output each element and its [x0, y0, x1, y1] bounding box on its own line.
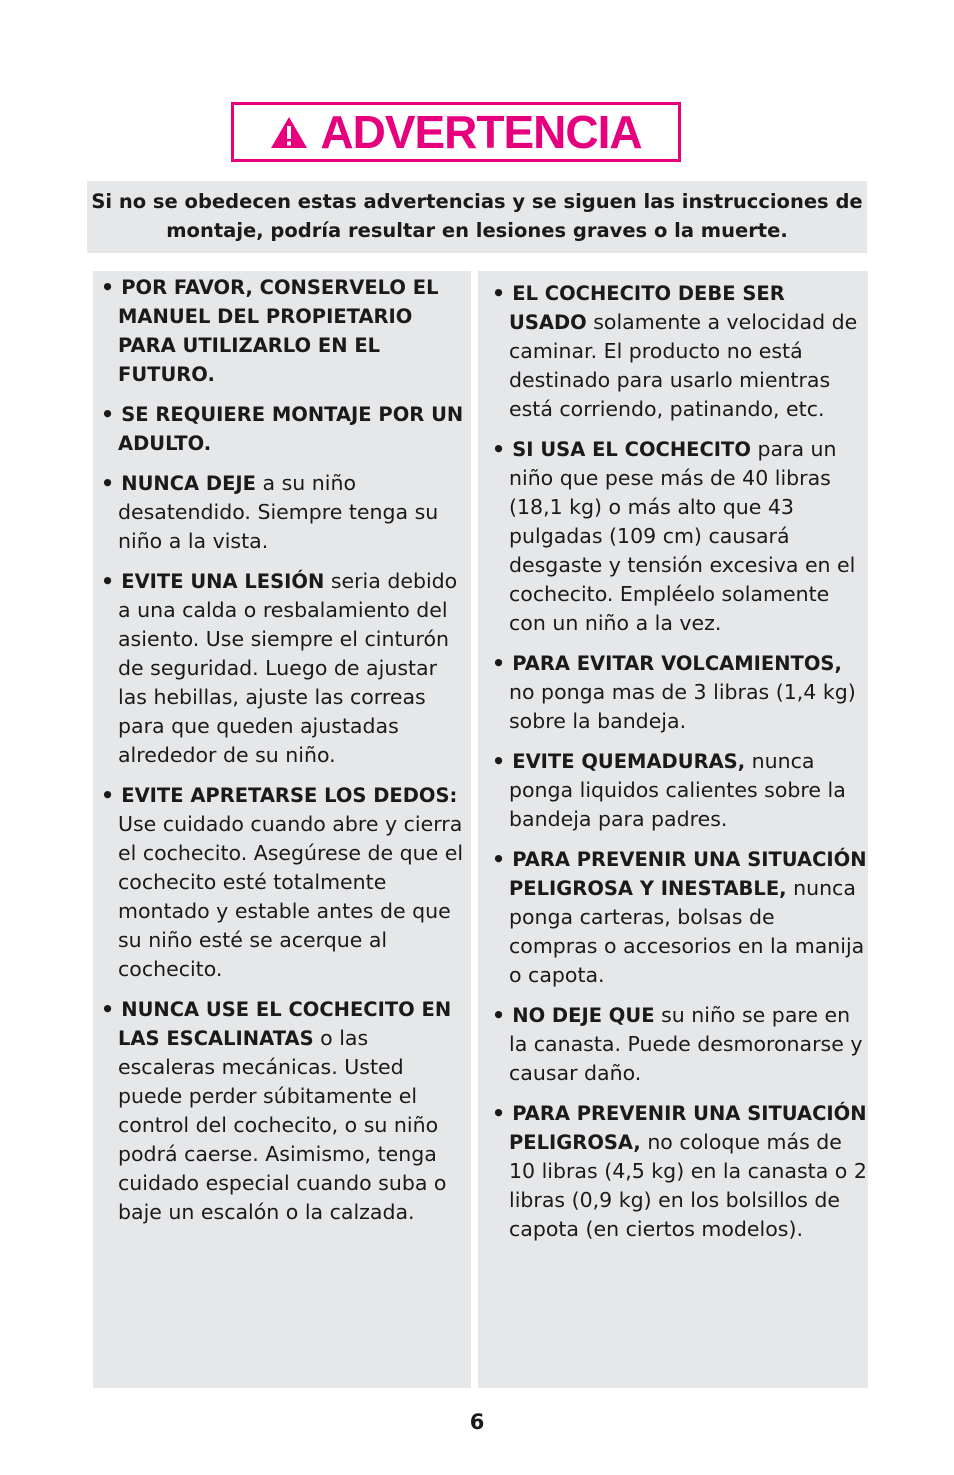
page-number: 6 — [469, 1410, 485, 1434]
list-item: • EL COCHECITO DEBE SER USADO solamente a velocidad de caminar. El producto no está destinado para usarlo mientras está corriendo, patinando, etc. — [492, 281, 858, 421]
item-bold: PARA EVITAR VOLCAMIENTOS, — [512, 652, 842, 675]
list-item: • SI USA EL COCHECITO para un niño que pese más de 40 libras (18,1 kg) o más alto que 43 pulgadas (109 cm) causará desgaste y tensión excesiva en el cochecito. Empléelo solamente con un niño a la vez. — [492, 437, 856, 635]
item-bold: PARA PREVENIR UNA SITUACIÓN PELIGROSA, — [509, 1102, 867, 1154]
intro-statement: Si no se obedecen estas advertencias y se siguen las instrucciones de montaje, podría resultar en lesiones graves o la muerte. — [87, 181, 867, 253]
list-item: • PARA PREVENIR UNA SITUACIÓN PELIGROSA Y INESTABLE, nunca ponga carteras, bolsas de compras o accesorios en la manija o capota. — [492, 847, 867, 987]
item-text: seria debido a una calda o resbalamiento del asiento. Use siempre el cinturón de seguridad. Luego de ajustar las hebillas, ajuste las correas para que queden ajustadas alrededor de su niño. — [118, 569, 458, 767]
item-bold: EVITE UNA LESIÓN — [121, 570, 325, 593]
warning-header — [231, 102, 681, 162]
item-bold: NO DEJE QUE — [512, 1004, 655, 1027]
item-text: su niño se pare en la canasta. Puede desmoronarse y causar daño. — [509, 1003, 863, 1085]
item-bold: EVITE QUEMADURAS, — [512, 750, 746, 773]
item-bold: EL COCHECITO DEBE SER USADO — [509, 282, 785, 334]
warning-title: ADVERTENCIA — [320, 106, 642, 158]
list-item: • EVITE UNA LESIÓN seria debido a una calda o resbalamiento del asiento. Use siempre el cinturón de seguridad. Luego de ajustar las hebillas, ajuste las correas para que queden ajustadas alrededor de su niño. — [101, 569, 458, 767]
right-column — [478, 271, 868, 1388]
item-bold: PARA PREVENIR UNA SITUACIÓN PELIGROSA Y INESTABLE, — [509, 848, 867, 900]
item-bold: POR FAVOR, CONSERVELO EL MANUEL DEL PROPIETARIO PARA UTILIZARLO EN EL FUTURO. — [118, 276, 439, 386]
item-text: nunca ponga carteras, bolsas de compras o accesorios en la manija o capota. — [509, 876, 865, 987]
list-item: • EVITE APRETARSE LOS DEDOS: Use cuidado cuando abre y cierra el cochecito. Asegúrese de que el cochecito esté totalmente montado y estable antes de que su niño esté se acerque al cochecito. — [101, 783, 464, 981]
item-text: nunca ponga liquidos calientes sobre la bandeja para padres. — [509, 749, 846, 831]
list-item: • NO DEJE QUE su niño se pare en la canasta. Puede desmoronarse y causar daño. — [492, 1003, 863, 1085]
item-bold: NUNCA USE EL COCHECITO EN LAS ESCALINATAS — [118, 998, 452, 1050]
list-item: • POR FAVOR, CONSERVELO EL MANUEL DEL PROPIETARIO PARA UTILIZARLO EN EL FUTURO. — [101, 275, 439, 386]
list-item: • PARA EVITAR VOLCAMIENTOS, no ponga mas de 3 libras (1,4 kg) sobre la bandeja. — [492, 651, 856, 733]
list-item: • EVITE QUEMADURAS, nunca ponga liquidos calientes sobre la bandeja para padres. — [492, 749, 846, 831]
item-text: Use cuidado cuando abre y cierra el cochecito. Asegúrese de que el cochecito esté totalmente montado y estable antes de que su niño esté se acerque al cochecito. — [118, 812, 464, 981]
item-bold: NUNCA DEJE — [121, 472, 256, 495]
list-item: • PARA PREVENIR UNA SITUACIÓN PELIGROSA, no coloque más de 10 libras (4,5 kg) en la canasta o 2 libras (0,9 kg) en los bolsillos de capota (en ciertos modelos). — [492, 1101, 867, 1241]
item-text: a su niño desatendido. Siempre tenga su niño a la vista. — [118, 471, 439, 553]
item-text: o las escaleras mecánicas. Usted puede perder súbitamente el control del cochecito, o su niño podrá caerse. Asimismo, tenga cuidado especial cuando suba o baje un escalón o la calzada. — [118, 1026, 447, 1224]
left-column — [93, 271, 471, 1388]
item-bold: SE REQUIERE MONTAJE POR UN ADULTO. — [118, 403, 464, 455]
item-bold: EVITE APRETARSE LOS DEDOS: — [121, 784, 458, 807]
warning-triangle-icon — [270, 116, 308, 149]
list-item: • NUNCA USE EL COCHECITO EN LAS ESCALINATAS o las escaleras mecánicas. Usted puede perder súbitamente el control del cochecito, o su niño podrá caerse. Asimismo, tenga cuidado especial cuando suba o baje un escalón o la calzada. — [101, 997, 452, 1224]
item-text: no coloque más de 10 libras (4,5 kg) en la canasta o 2 libras (0,9 kg) en los bolsillos de capota (en ciertos modelos). — [509, 1130, 867, 1241]
list-item: • NUNCA DEJE a su niño desatendido. Siempre tenga su niño a la vista. — [101, 471, 439, 553]
item-text: solamente a velocidad de caminar. El producto no está destinado para usarlo mientras está corriendo, patinando, etc. — [509, 310, 858, 421]
item-bold: SI USA EL COCHECITO — [512, 438, 751, 461]
list-item: • SE REQUIERE MONTAJE POR UN ADULTO. — [101, 402, 464, 455]
item-text: para un niño que pese más de 40 libras (18,1 kg) o más alto que 43 pulgadas (109 cm) causará desgaste y tensión excesiva en el cochecito. Empléelo solamente con un niño a la vez. — [509, 437, 856, 635]
item-text: no ponga mas de 3 libras (1,4 kg) sobre la bandeja. — [509, 680, 856, 733]
